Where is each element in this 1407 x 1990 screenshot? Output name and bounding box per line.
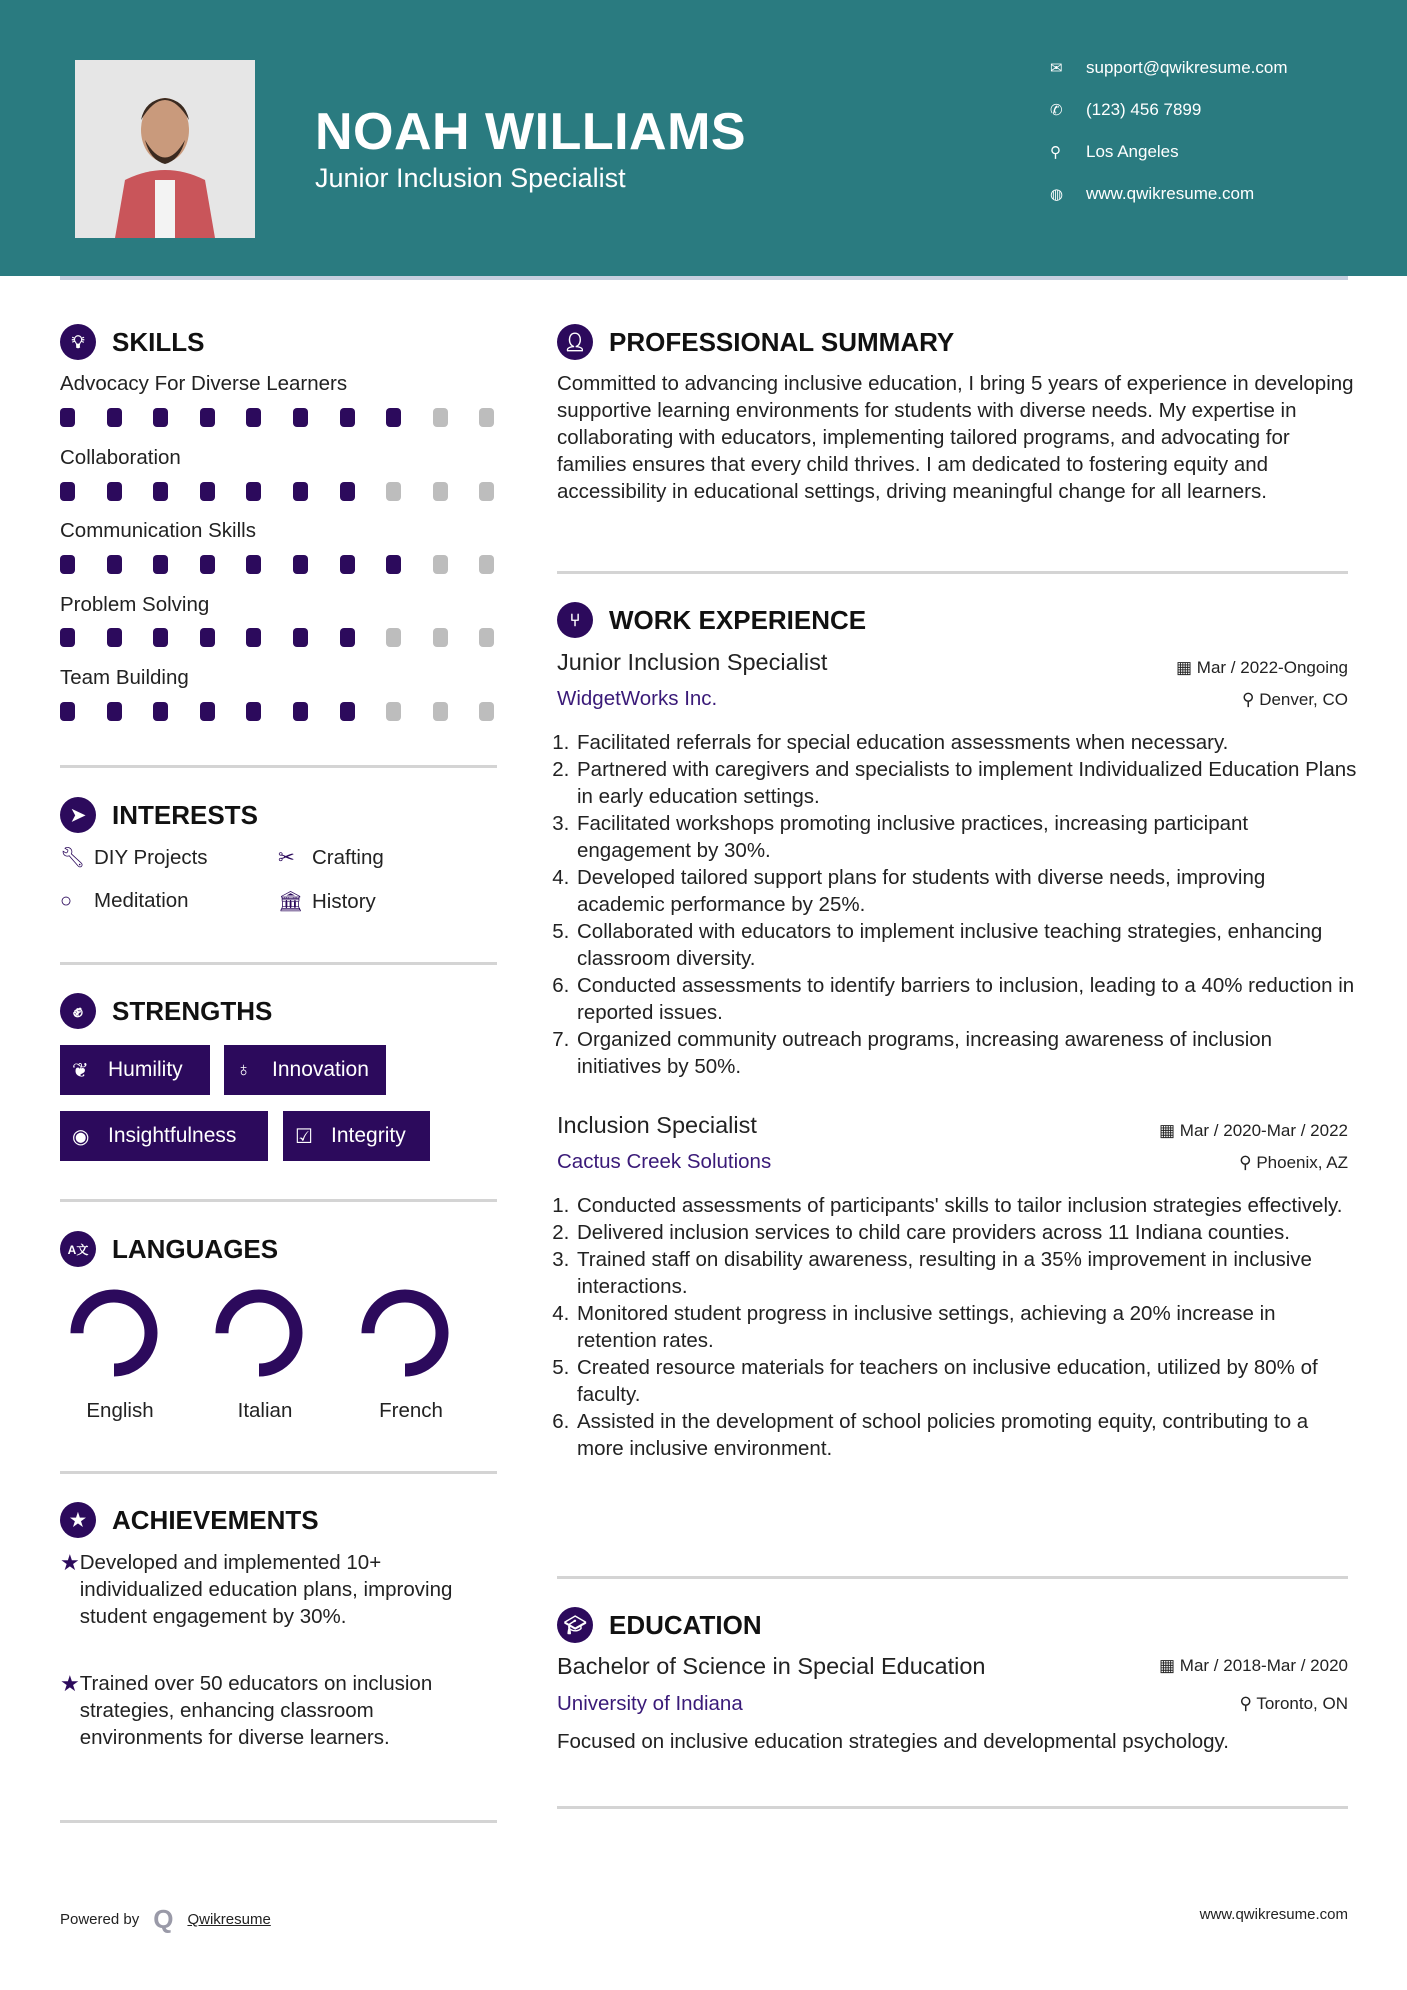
skill-dot-filled [153, 555, 168, 574]
experience-heading [557, 602, 866, 638]
star-icon: ★ [60, 1550, 80, 1575]
achievement-text: Developed and implemented 10+ individualized education plans, improving student engagement by 30%. [79, 1551, 453, 1628]
skill-name: Team Building [60, 666, 189, 689]
skill-dot-empty [479, 482, 494, 501]
skill-dot-filled [60, 555, 75, 574]
date-text: Mar / 2018-Mar / 2020 [1179, 1656, 1348, 1675]
interest-item [278, 889, 376, 914]
interest-item [278, 845, 384, 870]
section-title: INTERESTS [112, 799, 258, 830]
divider [60, 1199, 497, 1202]
skill-dot-filled [340, 702, 355, 721]
skill-dot-filled [60, 628, 75, 647]
location-text: Denver, CO [1259, 690, 1348, 709]
skill-dot-filled [60, 482, 75, 501]
envelope-icon: ✉ [1050, 60, 1063, 77]
skills-heading [60, 324, 204, 360]
contact-text: (123) 456 7899 [1086, 100, 1202, 119]
strength-badge [224, 1045, 386, 1095]
duties-list [557, 1192, 1357, 1462]
education-date [1159, 1656, 1348, 1676]
language-gauge [64, 1283, 164, 1388]
skill-dot-empty [433, 482, 448, 501]
skill-dot-filled [293, 555, 308, 574]
location-text: Phoenix, AZ [1256, 1153, 1348, 1172]
map-pin-icon: ⚲ [1050, 144, 1061, 161]
skill-dot-filled [293, 408, 308, 427]
skill-dot-filled [246, 628, 261, 647]
job-location [1242, 690, 1348, 710]
bank-icon: 🏛︎ [278, 891, 304, 913]
skill-rating [60, 628, 497, 647]
calendar-icon: ▦ [1176, 658, 1197, 677]
job-title: Junior Inclusion Specialist [557, 649, 828, 675]
section-title: PROFESSIONAL SUMMARY [609, 326, 955, 357]
language-name: English [86, 1399, 154, 1422]
contact-phone [1050, 100, 1201, 120]
skill-dot-filled [246, 408, 261, 427]
calendar-icon: ▦ [1159, 1656, 1180, 1675]
profile-photo [75, 60, 255, 238]
skill-dot-empty [433, 628, 448, 647]
chair-icon: ⑂ [557, 602, 593, 638]
duty-item: 3. Trained staff on disability awareness, resulting in a 35% improvement in inclusive interactions. [575, 1246, 1357, 1300]
skill-dot-filled [107, 555, 122, 574]
duty-item: 2. Delivered inclusion services to child care providers across 11 Indiana counties. [575, 1219, 1357, 1246]
skill-dot-filled [107, 628, 122, 647]
contact-text: www.qwikresume.com [1086, 184, 1255, 203]
header-divider [60, 276, 1348, 280]
skill-rating [60, 555, 497, 574]
skill-dot-filled [386, 408, 401, 427]
language-arc [64, 1283, 164, 1383]
job-date [1159, 1121, 1348, 1141]
date-text: Mar / 2020-Mar / 2022 [1179, 1121, 1348, 1140]
strength-badge [60, 1045, 210, 1095]
skill-dot-filled [200, 702, 215, 721]
strength-badge [60, 1111, 268, 1161]
skill-dot-filled [293, 702, 308, 721]
section-title: STRENGTHS [112, 995, 273, 1026]
duty-item: 6. Assisted in the development of school policies promoting equity, contributing to a more inclusive environment. [575, 1408, 1357, 1462]
duty-item: 5. Created resource materials for teachers on inclusive education, utilized by 80% of faculty. [575, 1354, 1357, 1408]
skill-dot-filled [293, 628, 308, 647]
divider [60, 1471, 497, 1474]
contact-email[interactable] [1050, 58, 1288, 78]
phone-icon: ✆ [1050, 102, 1063, 119]
skill-dot-filled [200, 555, 215, 574]
achievement-item [60, 1670, 497, 1751]
skill-dot-filled [293, 482, 308, 501]
duties-list [557, 729, 1357, 1080]
divider [60, 765, 497, 768]
section-title: WORK EXPERIENCE [609, 604, 867, 635]
education-location [1239, 1694, 1348, 1714]
duty-item: 4. Monitored student progress in inclusive settings, achieving a 20% increase in retention rates. [575, 1300, 1357, 1354]
skill-dot-empty [479, 628, 494, 647]
wrench-icon: 🔧︎ [60, 847, 86, 869]
divider [60, 962, 497, 965]
skill-dot-empty [479, 555, 494, 574]
skill-dot-filled [246, 482, 261, 501]
skill-dot-empty [386, 702, 401, 721]
skill-dot-empty [433, 555, 448, 574]
interest-item [60, 889, 189, 913]
section-title: SKILLS [112, 326, 205, 357]
user-icon: 👤︎ [557, 324, 593, 360]
achievement-item [60, 1549, 497, 1630]
achievement-text: Trained over 50 educators on inclusion strategies, enhancing classroom environments for diverse learners. [79, 1672, 433, 1749]
duty-item: 5. Collaborated with educators to implement inclusive teaching strategies, enhancing classroom diversity. [575, 918, 1357, 972]
interest-item [60, 845, 208, 870]
duty-item: 1. Facilitated referrals for special education assessments when necessary. [575, 729, 1357, 756]
skill-dot-filled [107, 408, 122, 427]
duty-item: 2. Partnered with caregivers and specialists to implement Individualized Education Plans in early education settings. [575, 756, 1357, 810]
skill-dot-filled [340, 628, 355, 647]
candidate-title: Junior Inclusion Specialist [315, 163, 626, 193]
fist-icon: ✊︎ [60, 993, 96, 1029]
strength-label: Integrity [331, 1124, 406, 1147]
summary-heading [557, 324, 954, 360]
school: University of Indiana [557, 1692, 743, 1715]
scissors-icon: ✂ [278, 847, 295, 869]
education-description: Focused on inclusive education strategies and developmental psychology. [557, 1730, 1229, 1753]
company-name: WidgetWorks Inc. [557, 687, 718, 710]
summary-text: Committed to advancing inclusive education, I bring 5 years of experience in developing supportive learning environments for students with diverse needs. My expertise in collaborating with educators, implementing tailored programs, and advocating for families ensures that every child thrives. I am dedicated to fostering equity and accessibility in educational settings, driving meaningful change for all learners. [557, 372, 1354, 503]
language-icon: A文 [60, 1231, 96, 1267]
date-text: Mar / 2022-Ongoing [1196, 658, 1348, 677]
candidate-name: NOAH WILLIAMS [315, 103, 747, 161]
skill-name: Problem Solving [60, 593, 210, 616]
location-text: Toronto, ON [1256, 1694, 1348, 1713]
divider [557, 1806, 1348, 1809]
duty-item: 4. Developed tailored support plans for students with diverse needs, improving academic performance by 25%. [575, 864, 1357, 918]
skill-dot-empty [479, 408, 494, 427]
achievements-heading [60, 1502, 319, 1538]
skill-dot-empty [386, 482, 401, 501]
strength-label: Innovation [272, 1058, 369, 1081]
duty-item: 6. Conducted assessments to identify barriers to inclusion, leading to a 40% reduction in reported issues. [575, 972, 1357, 1026]
pin-icon: ⚲ [1242, 690, 1260, 709]
company-name: Cactus Creek Solutions [557, 1150, 772, 1173]
pin-icon: ⚲ [1239, 1694, 1257, 1713]
skill-dot-filled [153, 408, 168, 427]
skill-dot-empty [433, 702, 448, 721]
job-date [1176, 658, 1348, 678]
section-title: EDUCATION [609, 1609, 762, 1640]
duty-item: 7. Organized community outreach programs, increasing awareness of inclusion initiatives by 50%. [575, 1026, 1357, 1080]
skill-dot-filled [340, 482, 355, 501]
interest-label: History [312, 889, 376, 913]
section-title: ACHIEVEMENTS [112, 1504, 319, 1535]
contact-text: Los Angeles [1086, 142, 1179, 161]
skill-dot-filled [153, 702, 168, 721]
powered-by-text: Powered by [60, 1911, 140, 1928]
skill-rating [60, 482, 497, 501]
contact-text: support@qwikresume.com [1086, 58, 1288, 77]
star-badge-icon: ★ [60, 1502, 96, 1538]
leaf-icon: ❦ [72, 1059, 89, 1082]
interest-label: Meditation [94, 889, 189, 912]
skill-dot-filled [107, 702, 122, 721]
skill-name: Advocacy For Diverse Learners [60, 372, 348, 395]
strength-badge [283, 1111, 430, 1161]
skill-dot-filled [153, 628, 168, 647]
skill-name: Communication Skills [60, 519, 256, 542]
qwikresume-logo-icon: Q [153, 1904, 174, 1934]
pin-icon: ⚲ [1239, 1153, 1257, 1172]
interest-label: Crafting [312, 845, 384, 869]
strength-label: Humility [108, 1058, 183, 1081]
skill-dot-filled [246, 555, 261, 574]
skill-dot-filled [107, 482, 122, 501]
languages-heading [60, 1231, 278, 1267]
skill-rating [60, 408, 497, 427]
divider [557, 1576, 1348, 1579]
skill-dot-filled [246, 702, 261, 721]
duty-item: 3. Facilitated workshops promoting inclusive practices, increasing participant engagement by 30%. [575, 810, 1357, 864]
star-icon: ★ [60, 1671, 80, 1696]
job-title: Inclusion Specialist [557, 1112, 757, 1138]
brand-link[interactable]: Qwikresume [187, 1911, 271, 1928]
skill-name: Collaboration [60, 446, 181, 469]
skill-rating [60, 702, 497, 721]
language-arc [355, 1283, 455, 1383]
skill-dot-filled [60, 408, 75, 427]
lightbulb-icon: ♁ [236, 1058, 251, 1081]
education-heading [557, 1607, 762, 1643]
interest-label: DIY Projects [94, 845, 208, 869]
check-square-icon: ☑ [295, 1125, 313, 1148]
interests-heading [60, 797, 258, 833]
skill-dot-empty [386, 628, 401, 647]
skill-dot-filled [200, 628, 215, 647]
lightbulb-icon: 💡︎ [60, 324, 96, 360]
skill-dot-filled [200, 482, 215, 501]
language-gauge [355, 1283, 455, 1388]
duty-item: 1. Conducted assessments of participants' skills to tailor inclusion strategies effectively. [575, 1192, 1357, 1219]
circle-icon: ○ [60, 889, 73, 912]
strengths-heading [60, 993, 272, 1029]
skill-dot-empty [479, 702, 494, 721]
contact-location [1050, 142, 1179, 162]
strength-label: Insightfulness [108, 1124, 237, 1147]
language-name: French [379, 1399, 443, 1422]
paper-plane-icon: ➤ [60, 797, 96, 833]
contact-website[interactable] [1050, 184, 1254, 204]
graduate-icon: 🎓︎ [557, 1607, 593, 1643]
language-gauge [209, 1283, 309, 1388]
divider [60, 1820, 497, 1823]
language-name: Italian [237, 1399, 293, 1422]
section-title: LANGUAGES [112, 1233, 279, 1264]
skill-dot-empty [433, 408, 448, 427]
job-location [1239, 1153, 1348, 1173]
skill-dot-filled [386, 555, 401, 574]
skill-dot-filled [153, 482, 168, 501]
globe-icon: ◍ [1050, 186, 1064, 203]
skill-dot-filled [340, 408, 355, 427]
skill-dot-filled [200, 408, 215, 427]
calendar-icon: ▦ [1159, 1121, 1180, 1140]
degree: Bachelor of Science in Special Education [557, 1653, 986, 1679]
footer-powered [60, 1904, 271, 1935]
skill-dot-filled [340, 555, 355, 574]
language-arc [209, 1283, 309, 1383]
footer-website[interactable]: www.qwikresume.com [1199, 1906, 1348, 1923]
eye-icon: ◉ [72, 1125, 90, 1148]
divider [557, 571, 1348, 574]
skill-dot-filled [60, 702, 75, 721]
